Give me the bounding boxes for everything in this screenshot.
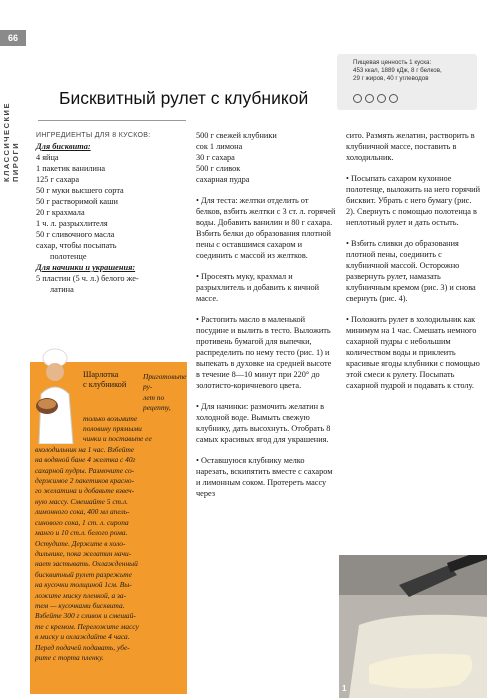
step-paragraph: сито. Размять желатин, растворить в клубничной массе, поставить в холодильник. bbox=[346, 131, 475, 162]
ingredient-item: 1 ч. л. разрыхлителя bbox=[36, 219, 108, 228]
recipe-title: Бисквитный рулет с клубникой bbox=[59, 88, 309, 108]
clock-icon bbox=[389, 94, 398, 103]
step-paragraph: • Для теста: желтки отделить от белков, взбить желтки с 3 ст. л. горячей воды. Добавить ванилин и 80 г сахара. Взбить белки до образования плотной пены с оставшимся сахаром и соединить с массой из желтков. bbox=[196, 196, 336, 260]
ingredient-item: 125 г сахара bbox=[36, 175, 80, 184]
step-paragraph: • Положить рулет в холодильник как минимум на 1 час. Смешать немного сахарной пудры с небольшим количеством воды и приклеить красивые ягоды клубники с помощью этой смеси к рулету. Посыпать сахарной пудрой и подавать к столу. bbox=[346, 315, 480, 390]
ingredient-item: 50 г сливочного масла bbox=[36, 230, 115, 239]
ingredients-column bbox=[36, 130, 186, 295]
section-title: Для начинки и украшения: bbox=[36, 263, 136, 272]
title-divider bbox=[38, 120, 186, 121]
page-number: 66 bbox=[0, 30, 26, 46]
nutrition-icons bbox=[353, 94, 398, 103]
cooking-icon bbox=[353, 94, 362, 103]
ingredient-item: 1 пакетик ванилина bbox=[36, 164, 106, 173]
difficulty-icon bbox=[365, 94, 374, 103]
ingredient-item: сахарная пудра bbox=[196, 175, 250, 184]
chapter-side-title: КЛАССИЧЕСКИЕ ПИРОГИ bbox=[2, 102, 20, 182]
ingredient-item: полотенце bbox=[50, 252, 87, 261]
tip-title: Шарлотка с клубникой bbox=[83, 370, 127, 389]
instructions-column-2 bbox=[196, 130, 336, 499]
ingredient-item: 500 г свежей клубники bbox=[196, 131, 277, 140]
ingredient-item: 20 г крахмала bbox=[36, 208, 85, 217]
step-paragraph: • Оставшуюся клубнику мелко нарезать, вскипятить вместе с сахаром и лимонным соком. Протереть массу через bbox=[196, 456, 333, 498]
section-title: Для бисквита: bbox=[36, 142, 91, 151]
ingredients-heading: ИНГРЕДИЕНТЫ ДЛЯ 8 КУСКОВ: bbox=[36, 132, 151, 139]
nutrition-box bbox=[337, 54, 477, 110]
ingredient-item: латина bbox=[50, 285, 74, 294]
recipe-photo bbox=[339, 555, 487, 698]
nutrition-text: Пищевая ценность 1 куска: 453 ккал, 1889 кДж, 8 г белков, 29 г жиров, 40 г углеводов bbox=[353, 59, 442, 82]
ingredient-item: 5 пластин (5 ч. л.) белого же- bbox=[36, 274, 139, 283]
ingredient-item: 30 г сахара bbox=[196, 153, 235, 162]
instructions-column-3 bbox=[346, 130, 480, 391]
step-paragraph: • Для начинки: размочить желатин в холодной воде. Вымыть свежую клубнику, дать высохнуть. Отобрать 8 самых красивых ягод для украшения. bbox=[196, 402, 331, 444]
tip-text: Приготовьте ру- лет по рецепту, только возьмите половину прямыми чинки и поставьте ее вхолодильник на 1 час. Взбейте на водяной бане 4 желтка с 40г сахарной пудры. Размочите со- держимое 2 пакетиков красно- го желатина и добавьте взвеч- ную массу. Смешайте 5 ст.л. лимонного сока, 400 мл апель- синового сока, 1 ст. л. сиропа манго и 10 ст.л. белого рома. Остудите. Держите в холо- дильнике, пока желатин начи- нает застывать. Охлажденный бисквитный рулет разрежьте на кусочки толщиной 1см. Вы- ложите миску пленкой, а за- тем — кусочками бисквита. Взбейте 300 г сливок и смешай- те с кремом. Переложите массу в миску и охлаждайте 4 часа. Перед подачей подавать, убе- рите с торта пленку. bbox=[35, 372, 187, 662]
ingredient-item: 500 г сливок bbox=[196, 164, 241, 173]
ingredient-item: 50 г муки высшего сорта bbox=[36, 186, 124, 195]
step-paragraph: • Просеять муку, крахмал и разрыхлитель и добавить к яичной массе. bbox=[196, 272, 320, 303]
step-paragraph: • Растопить масло в маленькой посудине и вылить в тесто. Выложить противень бумагой для выпечки, распределить по нему тесто (рис. 1) и выпекать в духовке на средней высоте в течение 8—10 минут при 220° до золотисто-коричневого цвета. bbox=[196, 315, 332, 390]
ingredient-item: сок 1 лимона bbox=[196, 142, 243, 151]
step-paragraph: • Посыпать сахаром кухонное полотенце, выложить на него горячий бисквит. Убрать с него бумагу (рис. 2). Свернуть с помощью полотенца в неплотный рулет и дать остыть. bbox=[346, 174, 481, 227]
timer-icon bbox=[377, 94, 386, 103]
step-paragraph: • Взбить сливки до образования плотной пены, соединить с клубничной массой. Осторожно развернуть рулет, намазать клубничным кремом (рис. 3) и снова свернуть (рис. 4). bbox=[346, 239, 476, 303]
ingredient-item: 50 г растворимой каши bbox=[36, 197, 118, 206]
photo-number: 1 bbox=[342, 684, 347, 693]
ingredient-item: 4 яйца bbox=[36, 153, 59, 162]
ingredient-item: сахар, чтобы посыпать bbox=[36, 241, 117, 250]
